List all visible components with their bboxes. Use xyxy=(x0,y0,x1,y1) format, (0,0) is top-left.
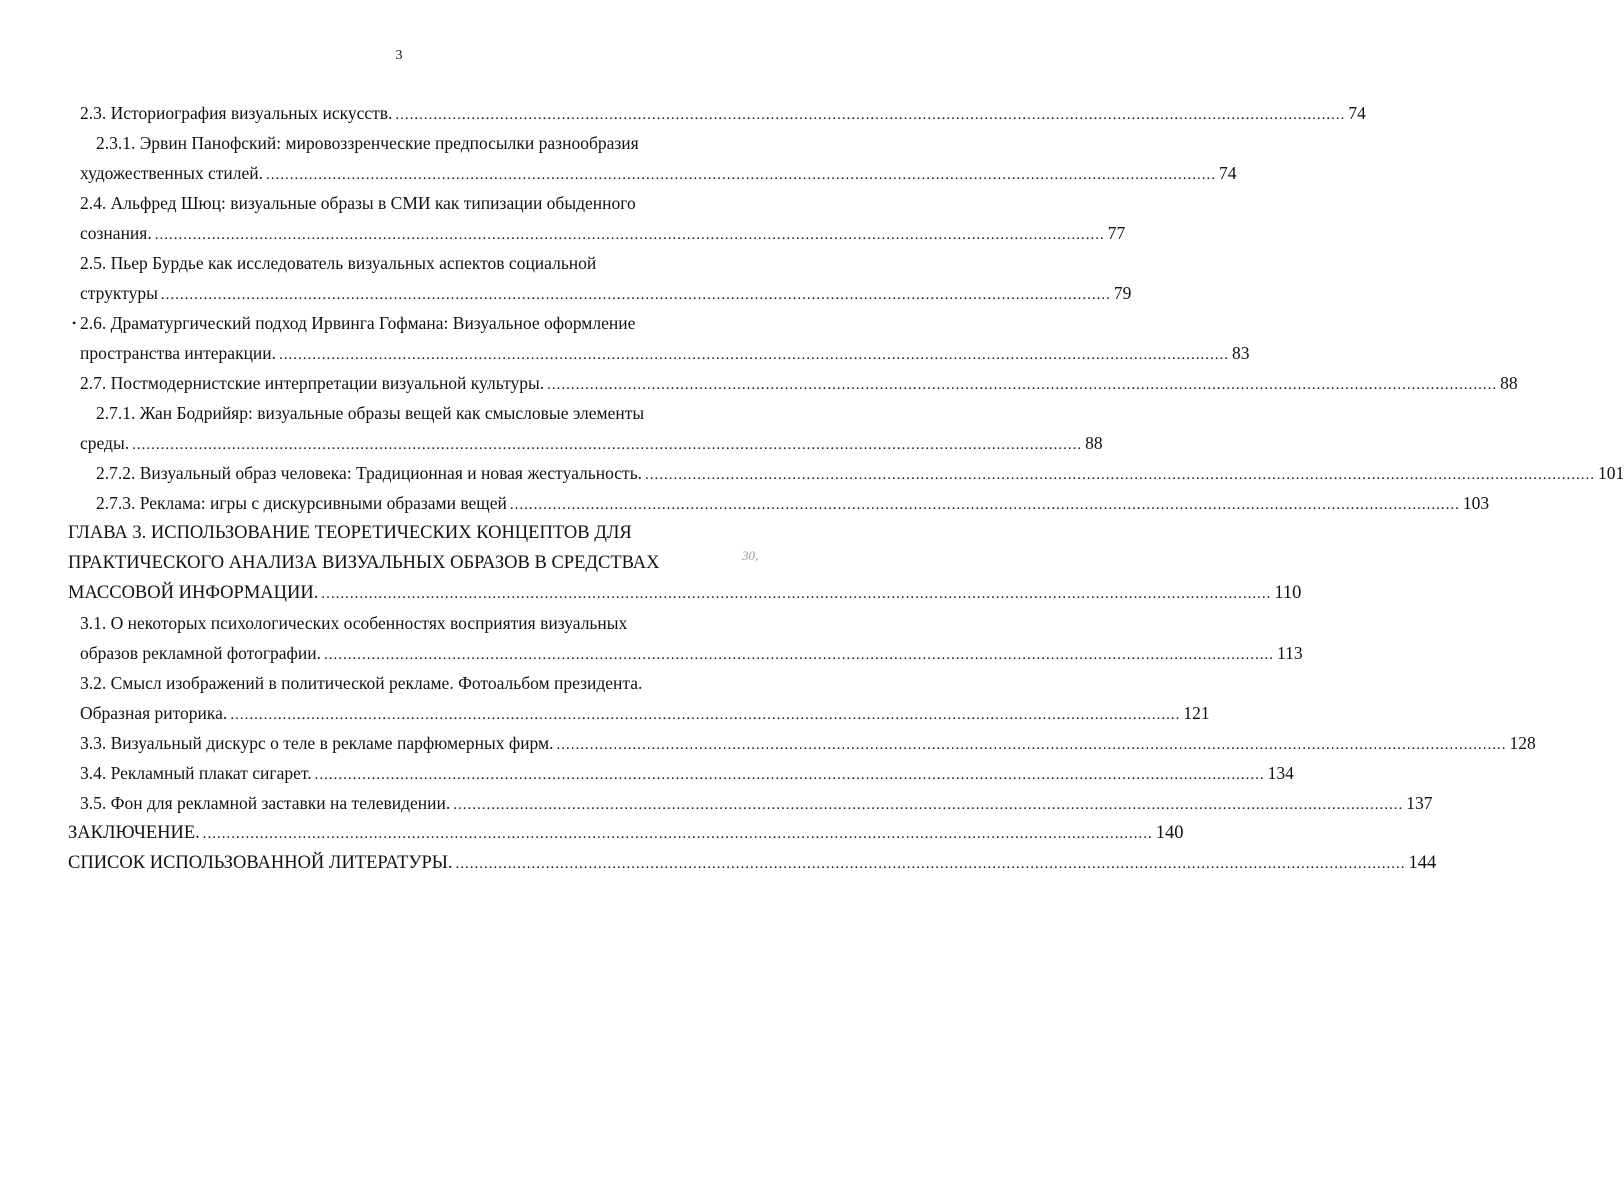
dot-leader: ........................................................................................................................................................................................................ xyxy=(230,707,1181,723)
toc-entry-title: 2.3. Историография визуальных искусств. xyxy=(80,103,393,123)
toc-entry xyxy=(0,788,1433,818)
toc-entry-title: художественных стилей. xyxy=(80,163,263,183)
toc-entry xyxy=(0,488,1490,518)
toc-entry-title: 2.7. Постмодернистские интерпретации визуальной культуры. xyxy=(80,373,545,393)
dot-leader: ........................................................................................................................................................................................................ xyxy=(556,737,1507,753)
toc-page-number: 113 xyxy=(1276,643,1303,663)
toc-entry-title: среды. xyxy=(80,433,130,453)
toc-entry-line xyxy=(0,458,1624,488)
toc-entry-text: 2.3.1. Эрвин Панофский: мировоззренческие предпосылки разнообразия xyxy=(96,133,639,153)
toc-entry-title: 3.5. Фон для рекламной заставки на телевидении. xyxy=(80,793,451,813)
toc-entry-title: сознания. xyxy=(80,223,152,243)
toc-page-number: 88 xyxy=(1500,373,1518,393)
toc-entry-line xyxy=(0,98,1366,128)
toc-entry-text: 2.7.1. Жан Бодрийяр: визуальные образы вещей как смысловые элементы xyxy=(96,403,645,423)
dot-leader: ........................................................................................................................................................................................................ xyxy=(279,347,1230,363)
toc-entry xyxy=(0,668,1210,728)
dot-leader: ........................................................................................................................................................................................................ xyxy=(645,467,1596,483)
dot-leader: ........................................................................................................................................................................................................ xyxy=(314,767,1265,783)
toc-page-number: 121 xyxy=(1183,703,1210,723)
toc-entry-line xyxy=(0,728,1536,758)
toc-page-number: 83 xyxy=(1232,343,1250,363)
toc-entry-text: 2.6. Драматургический подход Ирвинга Гофмана: Визуальное оформление xyxy=(80,313,636,333)
toc-entry xyxy=(0,398,1103,458)
dot-leader: ........................................................................................................................................................................................................ xyxy=(453,797,1404,813)
dot-leader: ........................................................................................................................................................................................................ xyxy=(395,107,1346,123)
toc-entry xyxy=(0,518,1302,608)
toc-page-number: 103 xyxy=(1462,493,1490,513)
dot-leader: ........................................................................................................................................................................................................ xyxy=(509,497,1460,513)
toc-entry xyxy=(0,818,1184,848)
toc-entry-title: структуры xyxy=(80,283,158,303)
toc-page-number: 134 xyxy=(1267,763,1294,783)
toc-entry-line xyxy=(0,218,1126,248)
toc-entry xyxy=(0,758,1294,788)
toc-entry xyxy=(0,728,1536,758)
toc-entry-title: 3.3. Визуальный дискурс о теле в рекламе парфюмерных фирм. xyxy=(80,733,554,753)
toc-entry-title: 3.4. Рекламный плакат сигарет. xyxy=(80,763,312,783)
toc-entry-line xyxy=(0,818,1184,848)
toc-entry-line xyxy=(0,788,1433,818)
toc-page-number: 128 xyxy=(1509,733,1536,753)
toc-entry-line xyxy=(0,638,1303,668)
toc-page-number: 110 xyxy=(1274,583,1302,603)
toc-page-number: 137 xyxy=(1406,793,1433,813)
margin-mark: • xyxy=(72,316,77,330)
toc-page-number: 74 xyxy=(1348,103,1366,123)
toc-entry-line xyxy=(0,158,1237,188)
toc-entry xyxy=(0,848,1437,878)
toc-entry-line xyxy=(0,368,1518,398)
margin-note: 30, xyxy=(742,548,759,563)
dot-leader: ........................................................................................................................................................................................................ xyxy=(455,856,1406,872)
toc-page-number: 74 xyxy=(1219,163,1237,183)
dot-leader: ........................................................................................................................................................................................................ xyxy=(202,826,1153,842)
toc-page-number: 101 xyxy=(1598,463,1624,483)
toc-entry xyxy=(0,188,1126,248)
toc-entry-text: ПРАКТИЧЕСКОГО АНАЛИЗА ВИЗУАЛЬНЫХ ОБРАЗОВ В СРЕДСТВАХ xyxy=(68,553,660,573)
toc-page-number: 88 xyxy=(1085,433,1103,453)
toc-entry xyxy=(0,608,1303,668)
toc-entry-title: СПИСОК ИСПОЛЬЗОВАННОЙ ЛИТЕРАТУРЫ. xyxy=(68,853,453,873)
toc-entry-text: 2.5. Пьер Бурдье как исследователь визуальных аспектов социальной xyxy=(80,253,597,273)
toc-entry-title: образов рекламной фотографии. xyxy=(80,643,321,663)
toc-page-number: 79 xyxy=(1113,283,1132,303)
toc-entry-line xyxy=(0,488,1490,518)
toc-entry-line xyxy=(0,428,1103,458)
toc-entry xyxy=(0,308,1250,368)
toc-entry xyxy=(0,368,1518,398)
table-of-contents xyxy=(0,98,1624,878)
dot-leader: ........................................................................................................................................................................................................ xyxy=(547,377,1498,393)
toc-entry-text: 3.2. Смысл изображений в политической рекламе. Фотоальбом президента. xyxy=(80,673,643,693)
dot-leader: ........................................................................................................................................................................................................ xyxy=(132,437,1083,453)
toc-entry xyxy=(0,98,1366,128)
toc-page-number: 77 xyxy=(1107,223,1126,243)
toc-entry xyxy=(0,128,1237,188)
toc-entry-line xyxy=(0,578,1302,608)
dot-leader: ........................................................................................................................................................................................................ xyxy=(321,586,1272,602)
toc-entry-title: 2.7.3. Реклама: игры с дискурсивными образами вещей xyxy=(96,493,507,513)
toc-entry-text: 2.4. Альфред Шюц: визуальные образы в СМИ как типизации обыденного xyxy=(80,193,636,213)
toc-page-number: 144 xyxy=(1408,853,1437,873)
toc-entry-title: ЗАКЛЮЧЕНИЕ. xyxy=(68,823,200,843)
toc-entry-text: ГЛАВА 3. ИСПОЛЬЗОВАНИЕ ТЕОРЕТИЧЕСКИХ КОНЦЕПТОВ ДЛЯ xyxy=(68,523,632,543)
toc-entry-title: МАССОВОЙ ИНФОРМАЦИИ. xyxy=(68,583,319,603)
toc-entry-line xyxy=(0,278,1132,308)
dot-leader: ........................................................................................................................................................................................................ xyxy=(323,647,1274,663)
toc-entry-title: пространства интеракции. xyxy=(80,343,277,363)
page-number: 3 xyxy=(395,48,403,63)
toc-entry-text: 3.1. О некоторых психологических особенностях восприятия визуальных xyxy=(80,613,628,633)
toc-entry-line xyxy=(0,758,1294,788)
toc-entry xyxy=(0,248,1132,308)
toc-entry-title: Образная риторика. xyxy=(80,703,228,723)
dot-leader: ........................................................................................................................................................................................................ xyxy=(154,227,1105,243)
dot-leader: ........................................................................................................................................................................................................ xyxy=(160,287,1111,303)
toc-entry xyxy=(0,458,1624,488)
toc-entry-line xyxy=(0,338,1250,368)
toc-entry-line xyxy=(0,848,1437,878)
toc-entry-line xyxy=(0,698,1210,728)
toc-entry-title: 2.7.2. Визуальный образ человека: Традиционная и новая жестуальность. xyxy=(96,463,643,483)
toc-page-number: 140 xyxy=(1155,823,1184,843)
dot-leader: ........................................................................................................................................................................................................ xyxy=(266,167,1216,183)
